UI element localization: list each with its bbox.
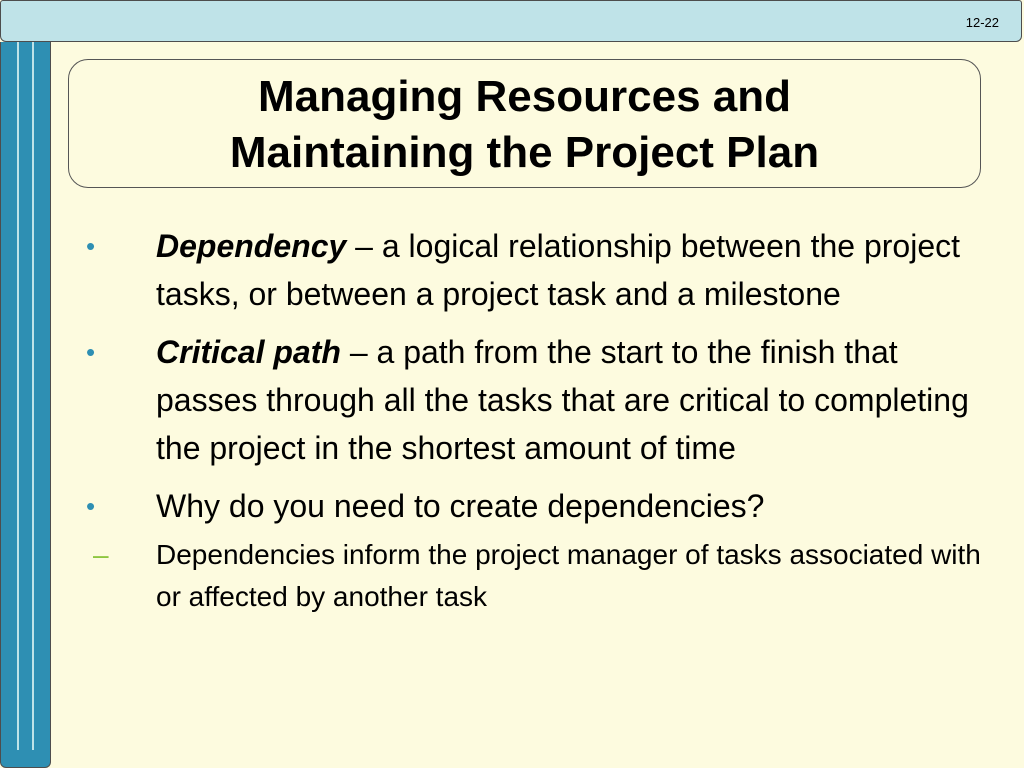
bullet-critical-path [86,328,991,472]
slide-title [230,69,819,181]
question-text: Why do you need to create dependencies? [156,488,765,524]
title-line-2: Maintaining the Project Plan [229,127,820,177]
bullet-list [86,222,991,618]
rail-stripe-right [32,42,34,750]
bullet-marker: • [86,231,96,261]
rail-stripe-left [17,42,19,750]
left-rail [0,42,51,768]
bullet-dependency [86,222,991,318]
sub-bullet-text: Dependencies inform the project manager of tasks associated with or affected by another task [156,539,981,612]
page-number: 12-22 [965,15,999,30]
term-dependency: Dependency [156,228,347,264]
bullet-marker: • [86,491,96,521]
sub-bullet-marker: – [93,539,109,570]
definition-dependency: – a logical relationship between the project tasks, or between a project task and a milestone [156,228,960,312]
top-bar [0,0,1022,42]
sub-bullet-dependencies-inform [43,534,991,618]
title-box [68,59,981,188]
term-critical-path: Critical path [156,334,341,370]
title-line-1: Managing Resources and [257,71,791,121]
definition-critical-path: – a path from the start to the finish that passes through all the tasks that are critical to completing the project in the shortest amount of time [156,334,969,466]
bullet-question [86,482,991,530]
bullet-marker: • [86,337,96,367]
